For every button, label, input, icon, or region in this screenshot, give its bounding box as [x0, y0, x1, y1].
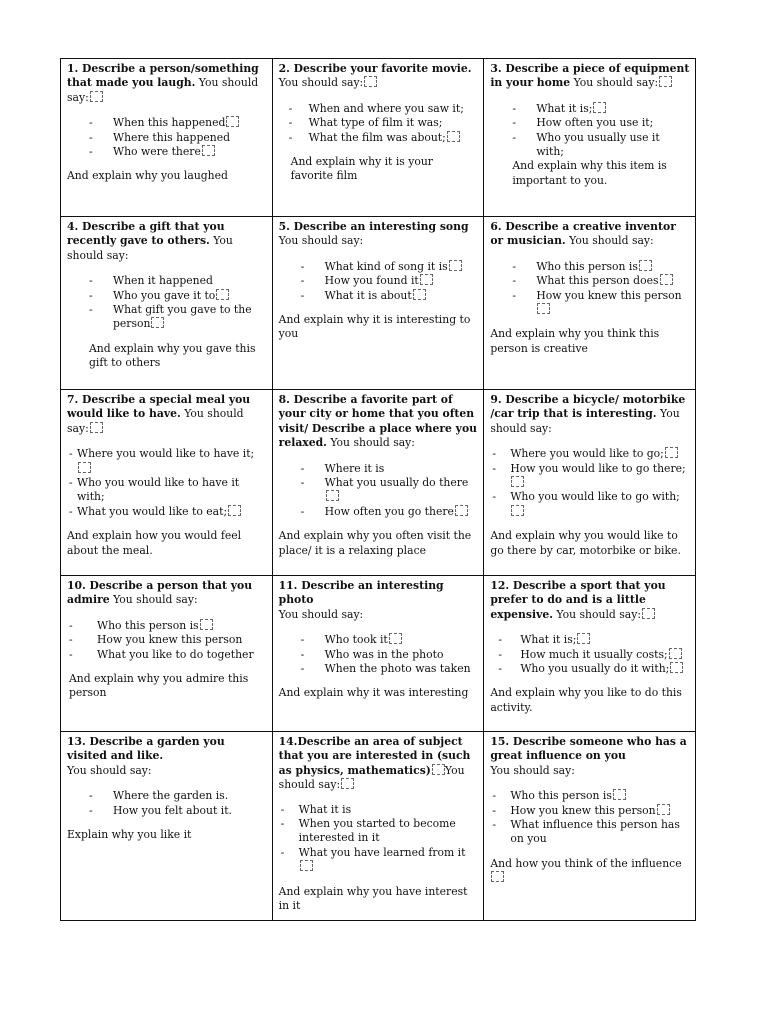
card-bullets	[279, 462, 479, 520]
placeholder-glyph-icon	[326, 490, 339, 501]
placeholder-glyph-icon	[593, 102, 606, 113]
placeholder-glyph-icon	[639, 260, 652, 271]
placeholder-glyph-icon	[90, 422, 103, 433]
card-1	[61, 59, 273, 217]
card-title: 5. Describe an interesting song	[278, 220, 469, 233]
placeholder-glyph-icon	[151, 317, 164, 328]
card-prompt: You should say:	[67, 76, 259, 104]
list-item: - Who took it	[279, 633, 479, 647]
card-prompt: You should say:	[109, 593, 198, 607]
placeholder-glyph-icon	[455, 505, 468, 516]
card-title: 13. Describe a garden you visited and like.	[67, 735, 225, 763]
card-5	[272, 217, 484, 390]
list-item: - What you would like to eat;	[67, 505, 267, 519]
placeholder-glyph-icon	[491, 871, 504, 882]
list-item: - Where this happened	[89, 130, 230, 144]
card-title: 15. Describe someone who has a great influence on you	[490, 735, 687, 763]
list-item: - Where you would like to go;	[490, 447, 690, 461]
placeholder-glyph-icon	[200, 619, 213, 630]
placeholder-glyph-icon	[577, 633, 590, 644]
list-item: - Where you would like to have it;	[67, 447, 267, 476]
card-9	[484, 390, 696, 576]
card-15	[484, 732, 696, 921]
card-prompt: You should say:	[570, 76, 659, 90]
placeholder-glyph-icon	[449, 260, 462, 271]
placeholder-glyph-icon	[389, 633, 402, 644]
list-item: - What this person does	[490, 274, 690, 288]
placeholder-glyph-icon	[364, 76, 377, 87]
card-prompt: You should say:	[67, 407, 244, 435]
placeholder-glyph-icon	[341, 778, 354, 789]
placeholder-glyph-icon	[202, 145, 215, 156]
card-title: 10. Describe a person that you admire	[67, 579, 253, 607]
placeholder-glyph-icon	[613, 789, 626, 800]
placeholder-glyph-icon	[447, 131, 460, 142]
card-explain: And explain why this item is important to you.	[512, 159, 667, 187]
card-bullets	[67, 447, 267, 519]
cue-card-sheet	[60, 58, 696, 920]
list-item: - Who you usually use it with;	[512, 130, 660, 159]
placeholder-glyph-icon	[669, 648, 682, 659]
list-item: - Where it is	[300, 461, 385, 475]
list-item: - When and where you saw it;	[288, 101, 464, 115]
card-12	[484, 576, 696, 732]
card-explain: And explain why you think this person is creative	[490, 327, 660, 355]
card-11	[272, 576, 484, 732]
card-prompt: You should say:	[278, 234, 364, 248]
card-prompt: You should say:	[552, 607, 641, 621]
list-item: - Who you gave it to	[67, 289, 267, 303]
placeholder-glyph-icon	[413, 289, 426, 300]
list-item: - How often you go there	[279, 505, 479, 519]
placeholder-glyph-icon	[665, 447, 678, 458]
placeholder-glyph-icon	[511, 505, 524, 516]
list-item: - How often you use it;	[512, 116, 654, 130]
card-prompt: You should say:	[326, 436, 415, 450]
card-prompt: You should say:	[67, 234, 233, 262]
placeholder-glyph-icon	[226, 116, 239, 127]
card-explain: And how you think of the influence	[490, 857, 690, 886]
list-item: - What you have learned from it	[279, 846, 479, 875]
card-explain: And explain why you have interest in it	[278, 884, 468, 913]
card-bullets	[490, 447, 690, 519]
card-bullets	[490, 633, 690, 676]
card-prompt: You should say:	[278, 76, 364, 90]
list-item: - What the film was about;	[279, 131, 479, 145]
list-item: - How you knew this person	[69, 633, 243, 647]
card-14	[272, 732, 484, 921]
list-item: - Who you would like to have it with;	[69, 476, 240, 504]
card-8	[272, 390, 484, 576]
list-item: - How you would like to go there;	[490, 462, 690, 491]
card-bullets	[490, 260, 690, 318]
list-item: - Who were there	[67, 145, 267, 159]
card-explain: And explain why you gave this gift to others	[89, 341, 256, 370]
card-title: 7. Describe a special meal you would like to have.	[67, 393, 251, 421]
list-item: - Who this person is	[490, 789, 690, 803]
list-item: - When it happened	[89, 274, 213, 288]
card-explain: And explain why it was interesting	[278, 686, 469, 700]
card-explain: And explain why you often visit the place/ it is a relaxing place	[278, 529, 472, 557]
card-title: 1. Describe a person/something that made you laugh.	[67, 62, 259, 90]
card-4	[61, 217, 273, 390]
list-item: - Who you would like to go with;	[490, 490, 690, 519]
card-bullets	[67, 789, 267, 818]
card-prompt: You should say:	[565, 234, 654, 248]
list-item: - When the photo was taken	[300, 662, 471, 676]
card-title: 9. Describe a bicycle/ motorbike /car trip that is interesting.	[490, 393, 686, 421]
card-explain: And explain why it is interesting to you	[278, 313, 471, 341]
card-explain: Explain why you like it	[67, 828, 192, 842]
card-bullets	[279, 633, 479, 676]
list-item: - What kind of song it is	[279, 260, 479, 274]
card-prompt: You should say:	[490, 407, 680, 435]
placeholder-glyph-icon	[657, 804, 670, 815]
list-item: - What influence this person has on you	[492, 818, 680, 846]
card-explain: And explain why you laughed	[67, 169, 228, 183]
placeholder-glyph-icon	[420, 274, 433, 285]
card-13	[61, 732, 273, 921]
placeholder-glyph-icon	[642, 608, 655, 619]
card-bullets	[67, 274, 267, 332]
list-item: - What it is	[280, 802, 352, 816]
list-item: - Who you usually do it with;	[490, 662, 690, 676]
card-explain: And explain why you would like to go there by car, motorbike or bike.	[490, 529, 681, 557]
list-item: - How you knew this person	[490, 804, 690, 818]
placeholder-glyph-icon	[90, 91, 103, 102]
placeholder-glyph-icon	[537, 303, 550, 314]
cue-card-grid	[60, 58, 696, 921]
list-item: - When you started to become interested in it	[280, 817, 456, 845]
placeholder-glyph-icon	[659, 76, 672, 87]
list-item: - What you usually do there	[279, 476, 479, 505]
list-item: - What you like to do together	[69, 647, 254, 661]
placeholder-glyph-icon	[78, 462, 91, 473]
list-item: - What type of film it was;	[288, 116, 443, 130]
card-prompt: You should say:	[490, 763, 575, 777]
card-bullets	[490, 789, 690, 847]
card-bullets	[279, 803, 479, 875]
card-explain: And explain how you would feel about the meal.	[67, 529, 242, 557]
card-bullets	[279, 260, 479, 303]
card-title: 12. Describe a sport that you prefer to do and is a little expensive.	[490, 579, 666, 621]
card-title: 14.Describe an area of subject that you are interested in (such as physics, mathematics)	[278, 735, 471, 777]
list-item: - What gift you gave to the person	[89, 303, 252, 331]
card-explain: And explain why it is your favorite film	[290, 155, 433, 183]
list-item: - What it is;	[490, 102, 690, 116]
card-2	[272, 59, 484, 217]
list-item: - When this happened	[67, 116, 267, 130]
list-item: - How you felt about it.	[89, 803, 232, 817]
card-explain: And explain why you admire this person	[69, 672, 249, 700]
placeholder-glyph-icon	[228, 505, 241, 516]
card-bullets	[279, 102, 479, 145]
card-prompt: You should say:	[278, 763, 465, 792]
list-item: - Who this person is	[67, 619, 267, 633]
placeholder-glyph-icon	[660, 274, 673, 285]
placeholder-glyph-icon	[432, 764, 445, 775]
card-6	[484, 217, 696, 390]
list-item: - How much it usually costs;	[490, 648, 690, 662]
card-title: 3. Describe a piece of equipment in your home	[490, 62, 690, 90]
card-title: 4. Describe a gift that you recently gave to others.	[67, 220, 225, 248]
card-bullets	[490, 102, 690, 160]
card-title: 8. Describe a favorite part of your city or home that you often visit/ Describe a place where you relaxed.	[278, 393, 478, 450]
card-title: 11. Describe an interesting photo	[278, 579, 444, 607]
list-item: - How you found it	[279, 274, 479, 288]
placeholder-glyph-icon	[300, 860, 313, 871]
card-title: 2. Describe your favorite movie.	[278, 62, 472, 75]
list-item: - How you knew this person	[490, 289, 690, 318]
card-prompt: You should say:	[67, 763, 152, 777]
card-3	[484, 59, 696, 217]
card-prompt: You should say:	[278, 607, 364, 621]
list-item: - What it is about	[279, 289, 479, 303]
card-7	[61, 390, 273, 576]
card-bullets	[67, 116, 267, 159]
list-item: - Who was in the photo	[300, 647, 444, 661]
placeholder-glyph-icon	[670, 662, 683, 673]
card-title: 6. Describe a creative inventor or musician.	[490, 220, 676, 248]
list-item: - What it is;	[490, 633, 690, 647]
placeholder-glyph-icon	[511, 476, 524, 487]
placeholder-glyph-icon	[216, 289, 229, 300]
card-explain: And explain why you like to do this activity.	[490, 686, 682, 714]
card-10	[61, 576, 273, 732]
card-bullets	[67, 619, 267, 662]
list-item: - Who this person is	[490, 260, 690, 274]
list-item: - Where the garden is.	[89, 789, 229, 803]
